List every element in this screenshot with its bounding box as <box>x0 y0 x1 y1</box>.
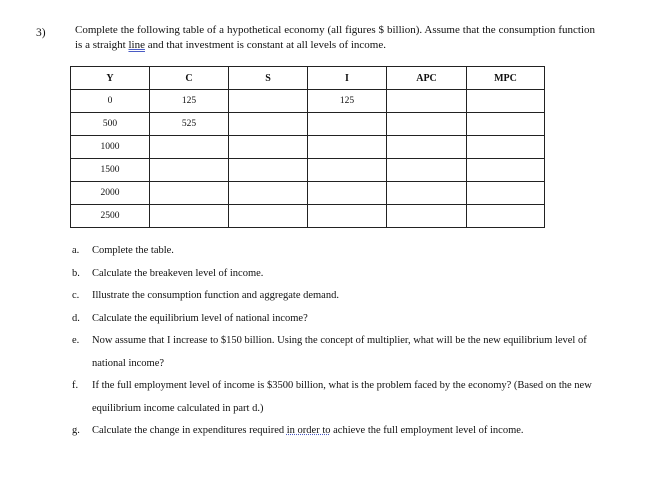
sub-question-dotted-phrase: in order to <box>286 425 331 436</box>
sub-question-text-start: Calculate the change in expenditures required <box>92 425 287 436</box>
table-row <box>71 159 545 182</box>
header-y: Y <box>71 67 150 90</box>
table-cell <box>387 205 467 228</box>
table-row <box>71 113 545 136</box>
sub-question-list <box>72 240 592 443</box>
table-cell: 500 <box>71 113 150 136</box>
table-cell <box>387 182 467 205</box>
header-apc: APC <box>387 67 467 90</box>
sub-question-text-end: achieve the full employment level of income. <box>330 425 524 436</box>
table-cell <box>387 136 467 159</box>
sub-question-letter: e. <box>72 335 80 346</box>
table-row <box>71 90 545 113</box>
sub-question-letter: b. <box>72 267 80 279</box>
table-row <box>71 182 545 205</box>
table-cell <box>467 90 545 113</box>
sub-question-text: Complete the table. <box>92 245 174 256</box>
table-cell <box>467 205 545 228</box>
sub-question-f <box>72 375 592 420</box>
intro-text-start: Complete the following table of a hypothetical economy (all figures $ billion). Assume that the consumption function is a straight <box>75 24 595 51</box>
table-cell <box>467 113 545 136</box>
header-c: C <box>150 67 229 90</box>
table-cell <box>229 182 308 205</box>
table-cell <box>308 113 387 136</box>
table-cell <box>308 205 387 228</box>
table-cell: 0 <box>71 90 150 113</box>
sub-question-letter: f. <box>72 380 79 391</box>
table-cell <box>229 205 308 228</box>
sub-question-text: Calculate the breakeven level of income. <box>92 267 264 279</box>
table-cell <box>467 182 545 205</box>
table-cell <box>467 159 545 182</box>
sub-question-g <box>72 420 592 443</box>
sub-question-letter: a. <box>72 245 80 256</box>
sub-question-text: Now assume that I increase to $150 billion. Using the concept of multiplier, what will be the new equilibrium level of national income? <box>92 335 587 369</box>
table-cell <box>150 159 229 182</box>
table-cell <box>387 90 467 113</box>
sub-question-text: Illustrate the consumption function and aggregate demand. <box>92 290 339 301</box>
table-cell <box>150 205 229 228</box>
table-cell: 125 <box>150 90 229 113</box>
table-cell <box>387 159 467 182</box>
table-header-row <box>71 67 545 90</box>
table-cell <box>229 136 308 159</box>
economy-table <box>70 66 545 228</box>
table-cell <box>308 136 387 159</box>
table-cell: 1500 <box>71 159 150 182</box>
table-cell <box>150 182 229 205</box>
intro-underlined-word: line <box>128 39 145 51</box>
sub-question-a <box>72 240 592 263</box>
question-intro <box>75 23 595 53</box>
question-number: 3) <box>36 27 46 39</box>
table-row <box>71 136 545 159</box>
table-cell: 1000 <box>71 136 150 159</box>
table-cell <box>229 159 308 182</box>
table-cell: 2500 <box>71 205 150 228</box>
sub-question-letter: c. <box>72 290 80 301</box>
sub-question-c <box>72 285 592 308</box>
table-row <box>71 205 545 228</box>
sub-question-e <box>72 330 592 375</box>
header-mpc: MPC <box>467 67 545 90</box>
sub-question-d <box>72 308 592 331</box>
table-cell <box>308 182 387 205</box>
table-cell <box>229 113 308 136</box>
header-s: S <box>229 67 308 90</box>
sub-question-letter: g. <box>72 425 80 436</box>
table-cell <box>229 90 308 113</box>
table-cell <box>150 136 229 159</box>
table-cell <box>308 159 387 182</box>
intro-text-end: and that investment is constant at all levels of income. <box>144 39 386 51</box>
sub-question-b <box>72 263 592 286</box>
sub-question-letter: d. <box>72 312 80 324</box>
table-cell <box>387 113 467 136</box>
table-cell: 125 <box>308 90 387 113</box>
header-i: I <box>308 67 387 90</box>
sub-question-text: If the full employment level of income is $3500 billion, what is the problem faced by the economy? (Based on the new equilibrium income calculated in part d.) <box>92 380 592 414</box>
table-cell: 2000 <box>71 182 150 205</box>
table-cell: 525 <box>150 113 229 136</box>
table-cell <box>467 136 545 159</box>
sub-question-text: Calculate the equilibrium level of national income? <box>92 312 308 324</box>
